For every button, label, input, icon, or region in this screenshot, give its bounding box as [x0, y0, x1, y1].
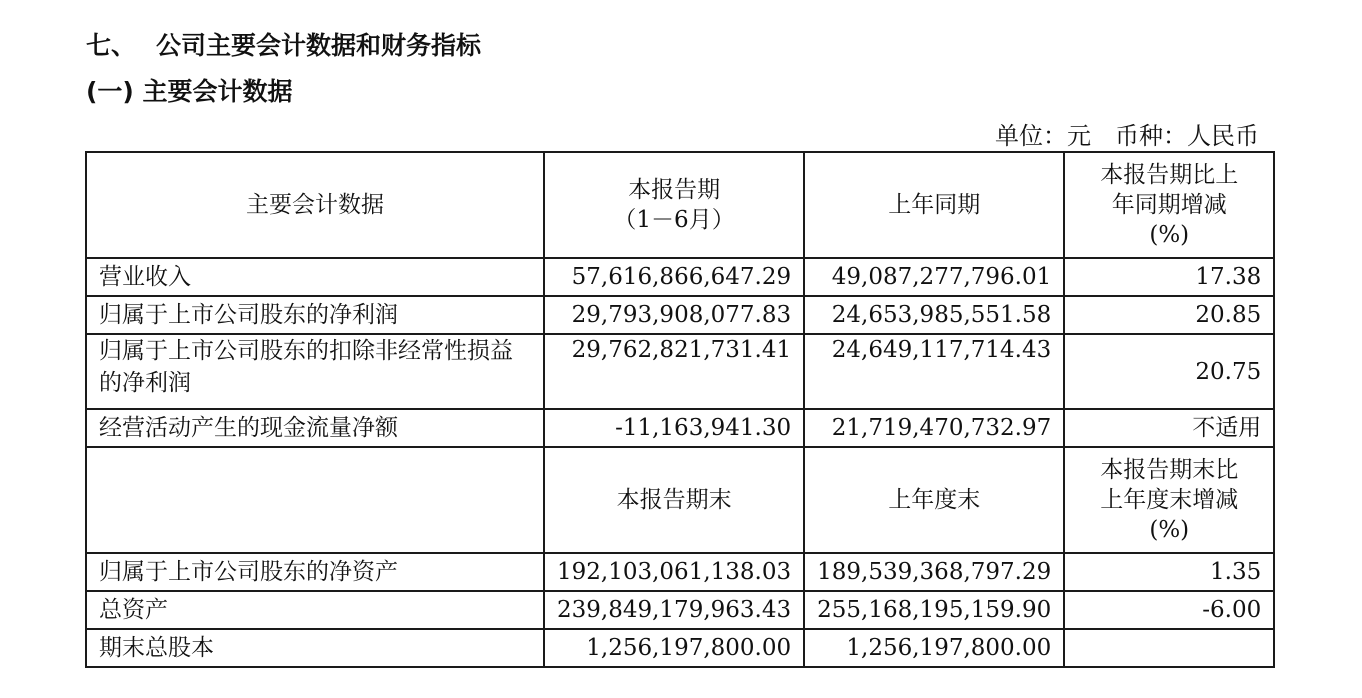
row-label: 归属于上市公司股东的净资产	[86, 553, 544, 591]
header-previous-period: 上年同期	[804, 152, 1064, 258]
table-row	[86, 296, 1274, 334]
header-change-end-line2: 上年度末增减	[1100, 487, 1239, 513]
row-current: 239,849,179,963.43	[544, 591, 804, 629]
row-current: 1,256,197,800.00	[544, 629, 804, 667]
header-item: 主要会计数据	[86, 152, 544, 258]
table-row	[86, 334, 1274, 409]
row-change: 1.35	[1064, 553, 1274, 591]
row-previous: 21,719,470,732.97	[804, 409, 1064, 447]
header-current-period-line2: （1－6月）	[613, 207, 735, 233]
row-current: 57,616,866,647.29	[544, 258, 804, 296]
row-previous: 255,168,195,159.90	[804, 591, 1064, 629]
subsection-heading: (一) 主要会计数据	[86, 77, 293, 106]
section-heading	[86, 26, 481, 62]
header-current-period-line1: 本报告期	[628, 177, 721, 203]
header-change-end-line1: 本报告期末比	[1100, 457, 1239, 483]
header-change-end	[1064, 447, 1274, 553]
row-change: 17.38	[1064, 258, 1274, 296]
header-empty	[86, 447, 544, 553]
accounting-data-table	[85, 151, 1275, 668]
row-label: 经营活动产生的现金流量净额	[86, 409, 544, 447]
row-current: 29,762,821,731.41	[544, 334, 804, 409]
table-row	[86, 591, 1274, 629]
unit-note: 单位：元 币种：人民币	[995, 122, 1259, 150]
section-number: 七、	[86, 31, 137, 60]
header-period-end: 本报告期末	[544, 447, 804, 553]
section-title: 公司主要会计数据和财务指标	[156, 31, 482, 60]
row-label: 总资产	[86, 591, 544, 629]
row-previous: 1,256,197,800.00	[804, 629, 1064, 667]
row-previous: 49,087,277,796.01	[804, 258, 1064, 296]
row-previous: 24,653,985,551.58	[804, 296, 1064, 334]
row-change: 20.85	[1064, 296, 1274, 334]
row-change: -6.00	[1064, 591, 1274, 629]
row-previous: 189,539,368,797.29	[804, 553, 1064, 591]
header-change-end-line3: (%)	[1149, 517, 1190, 543]
row-current: -11,163,941.30	[544, 409, 804, 447]
header-change-line3: (%)	[1149, 222, 1190, 248]
row-current: 192,103,061,138.03	[544, 553, 804, 591]
header-change-line1: 本报告期比上	[1100, 162, 1239, 188]
row-change: 20.75	[1064, 334, 1274, 409]
row-change	[1064, 629, 1274, 667]
table-header-row	[86, 447, 1274, 553]
row-label: 归属于上市公司股东的扣除非经常性损益的净利润	[86, 334, 544, 409]
row-label: 期末总股本	[86, 629, 544, 667]
table-header-row	[86, 152, 1274, 258]
table-row	[86, 629, 1274, 667]
header-last-year-end: 上年度末	[804, 447, 1064, 553]
row-current: 29,793,908,077.83	[544, 296, 804, 334]
header-current-period	[544, 152, 804, 258]
header-change-line2: 年同期增减	[1111, 192, 1227, 218]
table-row	[86, 258, 1274, 296]
row-previous: 24,649,117,714.43	[804, 334, 1064, 409]
row-change: 不适用	[1064, 409, 1274, 447]
table-row	[86, 409, 1274, 447]
row-label: 归属于上市公司股东的净利润	[86, 296, 544, 334]
header-change	[1064, 152, 1274, 258]
table-row	[86, 553, 1274, 591]
row-label: 营业收入	[86, 258, 544, 296]
